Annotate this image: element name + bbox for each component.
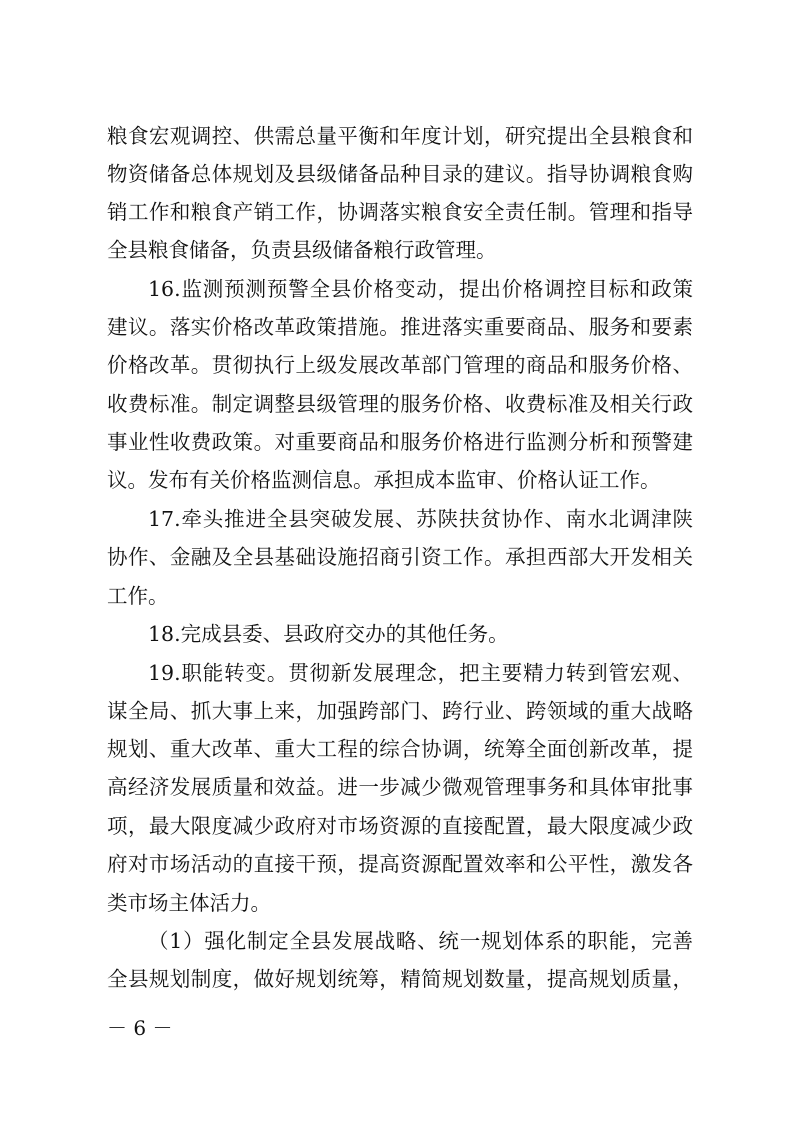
text-line: 全县粮食储备，负责县级储备粮行政管理。: [107, 238, 497, 262]
paragraph-18-first-line: 18.完成县委、县政府交办的其他任务。: [148, 622, 509, 646]
text-line: 府对市场活动的直接干预，提高资源配置效率和公平性，激发各: [107, 852, 693, 876]
text-line: 议。发布有关价格监测信息。承担成本监审、价格认证工作。: [107, 468, 661, 492]
paragraph-item-1-first-line: （1）强化制定全县发展战略、统一规划体系的职能，完善: [148, 929, 693, 953]
paragraph-17-first-line: 17.牵头推进全县突破发展、苏陕扶贫协作、南水北调津陕: [148, 507, 693, 531]
text-line: 事业性收费政策。对重要商品和服务价格进行监测分析和预警建: [107, 430, 693, 454]
text-line: 规划、重大改革、重大工程的综合协调，统筹全面创新改革，提: [107, 737, 693, 761]
text-line: 类市场主体活力。: [107, 891, 271, 915]
text-line: 工作。: [107, 584, 169, 608]
page-number: － 6 －: [107, 1016, 173, 1040]
text-line: 收费标准。制定调整县级管理的服务价格、收费标准及相关行政: [107, 392, 693, 416]
text-line: 物资储备总体规划及县级储备品种目录的建议。指导协调粮食购: [107, 162, 693, 186]
text-line: 项，最大限度减少政府对市场资源的直接配置，最大限度减少政: [107, 814, 693, 838]
text-line: 价格改革。贯彻执行上级发展改革部门管理的商品和服务价格、: [107, 353, 693, 377]
text-line: 高经济发展质量和效益。进一步减少微观管理事务和具体审批事: [107, 775, 693, 799]
text-line: 建议。落实价格改革政策措施。推进落实重要商品、服务和要素: [107, 315, 693, 339]
paragraph-19-first-line: 19.职能转变。贯彻新发展理念，把主要精力转到管宏观、: [148, 661, 693, 685]
text-line: 谋全局、抓大事上来，加强跨部门、跨行业、跨领域的重大战略: [107, 699, 693, 723]
text-line: 全县规划制度，做好规划统筹，精简规划数量，提高规划质量，: [107, 967, 693, 991]
text-line: 协作、金融及全县基础设施招商引资工作。承担西部大开发相关: [107, 545, 693, 569]
text-line: 销工作和粮食产销工作，协调落实粮食安全责任制。管理和指导: [107, 200, 693, 224]
paragraph-16-first-line: 16.监测预测预警全县价格变动，提出价格调控目标和政策: [148, 277, 693, 301]
text-line: 粮食宏观调控、供需总量平衡和年度计划，研究提出全县粮食和: [107, 124, 693, 148]
